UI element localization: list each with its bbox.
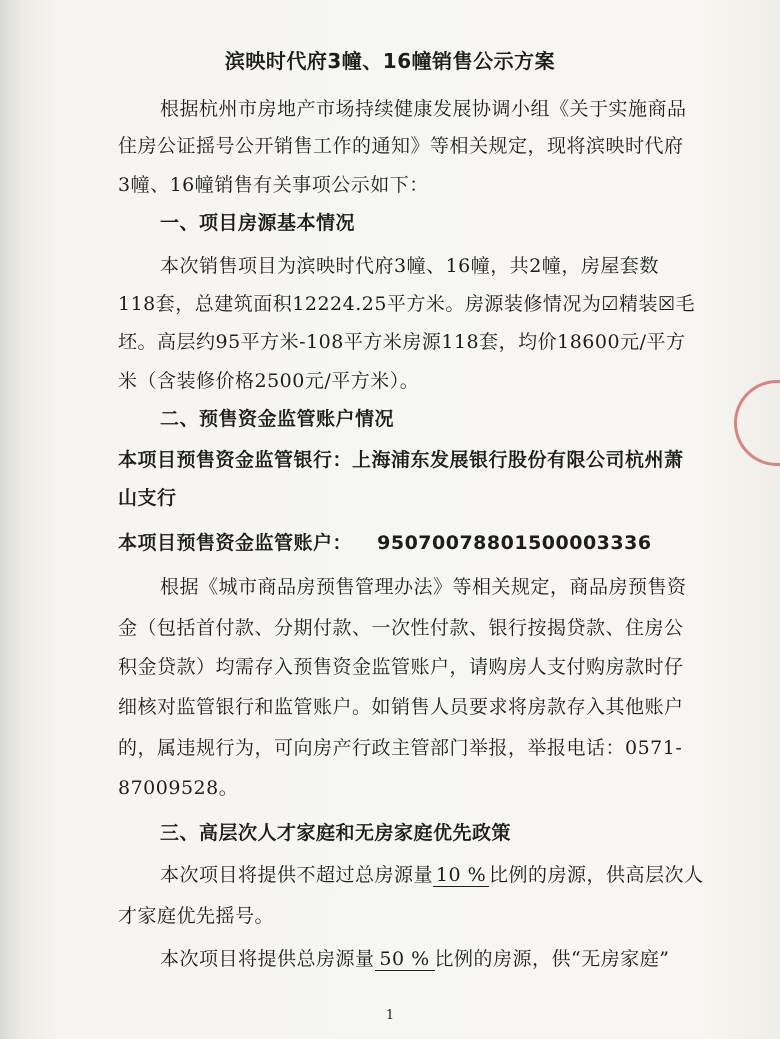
bank-line-2: 山支行 xyxy=(118,487,177,509)
section1-heading: 一、项目房源基本情况 xyxy=(160,212,356,234)
para2-text-before: 本次项目将提供总房源量 xyxy=(160,948,375,970)
document-title: 滨映时代府3幢、16幢销售公示方案 xyxy=(224,49,556,73)
account-label: 本项目预售资金监管账户： xyxy=(118,532,353,554)
para1-text-after: 比例的房源，供高层次人 xyxy=(489,864,704,886)
section2-line-4: 细核对监管银行和监管账户。如销售人员要求将房款存入其他账户 xyxy=(118,696,684,718)
bank-line-1: 本项目预售资金监管银行：上海浦东发展银行股份有限公司杭州萧 xyxy=(118,449,684,471)
section2-line-5: 的，属违规行为，可向房产行政主管部门举报，举报电话：0571- xyxy=(118,737,683,759)
section2-line-6: 87009528。 xyxy=(118,777,239,799)
account-line xyxy=(118,528,718,555)
section2-line-2: 金（包括首付款、分期付款、一次性付款、银行按揭贷款、住房公 xyxy=(118,617,684,639)
section3-para2-line1 xyxy=(160,944,760,971)
section3-heading: 三、高层次人才家庭和无房家庭优先政策 xyxy=(160,822,512,844)
section1-line-2: 118套，总建筑面积12224.25平方米。房源装修情况为☑精装☒毛 xyxy=(118,293,695,315)
section1-line-4: 米（含装修价格2500元/平方米）。 xyxy=(118,370,420,392)
para1-text-before: 本次项目将提供不超过总房源量 xyxy=(160,864,434,886)
section1-line-3: 坯。高层约95平方米-108平方米房源118套，均价18600元/平方 xyxy=(118,331,686,353)
para2-text-after: 比例的房源，供“无房家庭” xyxy=(434,948,670,970)
section2-line-1: 根据《城市商品房预售管理办法》等相关规定，商品房预售资 xyxy=(160,576,687,598)
intro-line-1: 根据杭州市房地产市场持续健康发展协调小组《关于实施商品 xyxy=(160,98,687,120)
section3-para1-line2: 才家庭优先摇号。 xyxy=(118,905,275,927)
intro-line-3: 3幢、16幢销售有关事项公示如下： xyxy=(118,174,429,196)
section1-line-1: 本次销售项目为滨映时代府3幢、16幢，共2幢，房屋套数 xyxy=(160,255,659,277)
nohouse-percentage: 50 % xyxy=(375,948,435,971)
section3-para1-line1 xyxy=(160,860,760,887)
section2-line-3: 积金贷款）均需存入预售资金监管账户，请购房人支付购房款时仔 xyxy=(118,656,684,678)
section2-heading: 二、预售资金监管账户情况 xyxy=(160,408,395,430)
intro-line-2: 住房公证摇号公开销售工作的通知》等相关规定，现将滨映时代府 xyxy=(118,135,684,157)
talent-percentage: 10 % xyxy=(433,864,489,887)
account-number: 95070078801500003336 xyxy=(377,532,652,554)
page-number: 1 xyxy=(385,1008,395,1023)
